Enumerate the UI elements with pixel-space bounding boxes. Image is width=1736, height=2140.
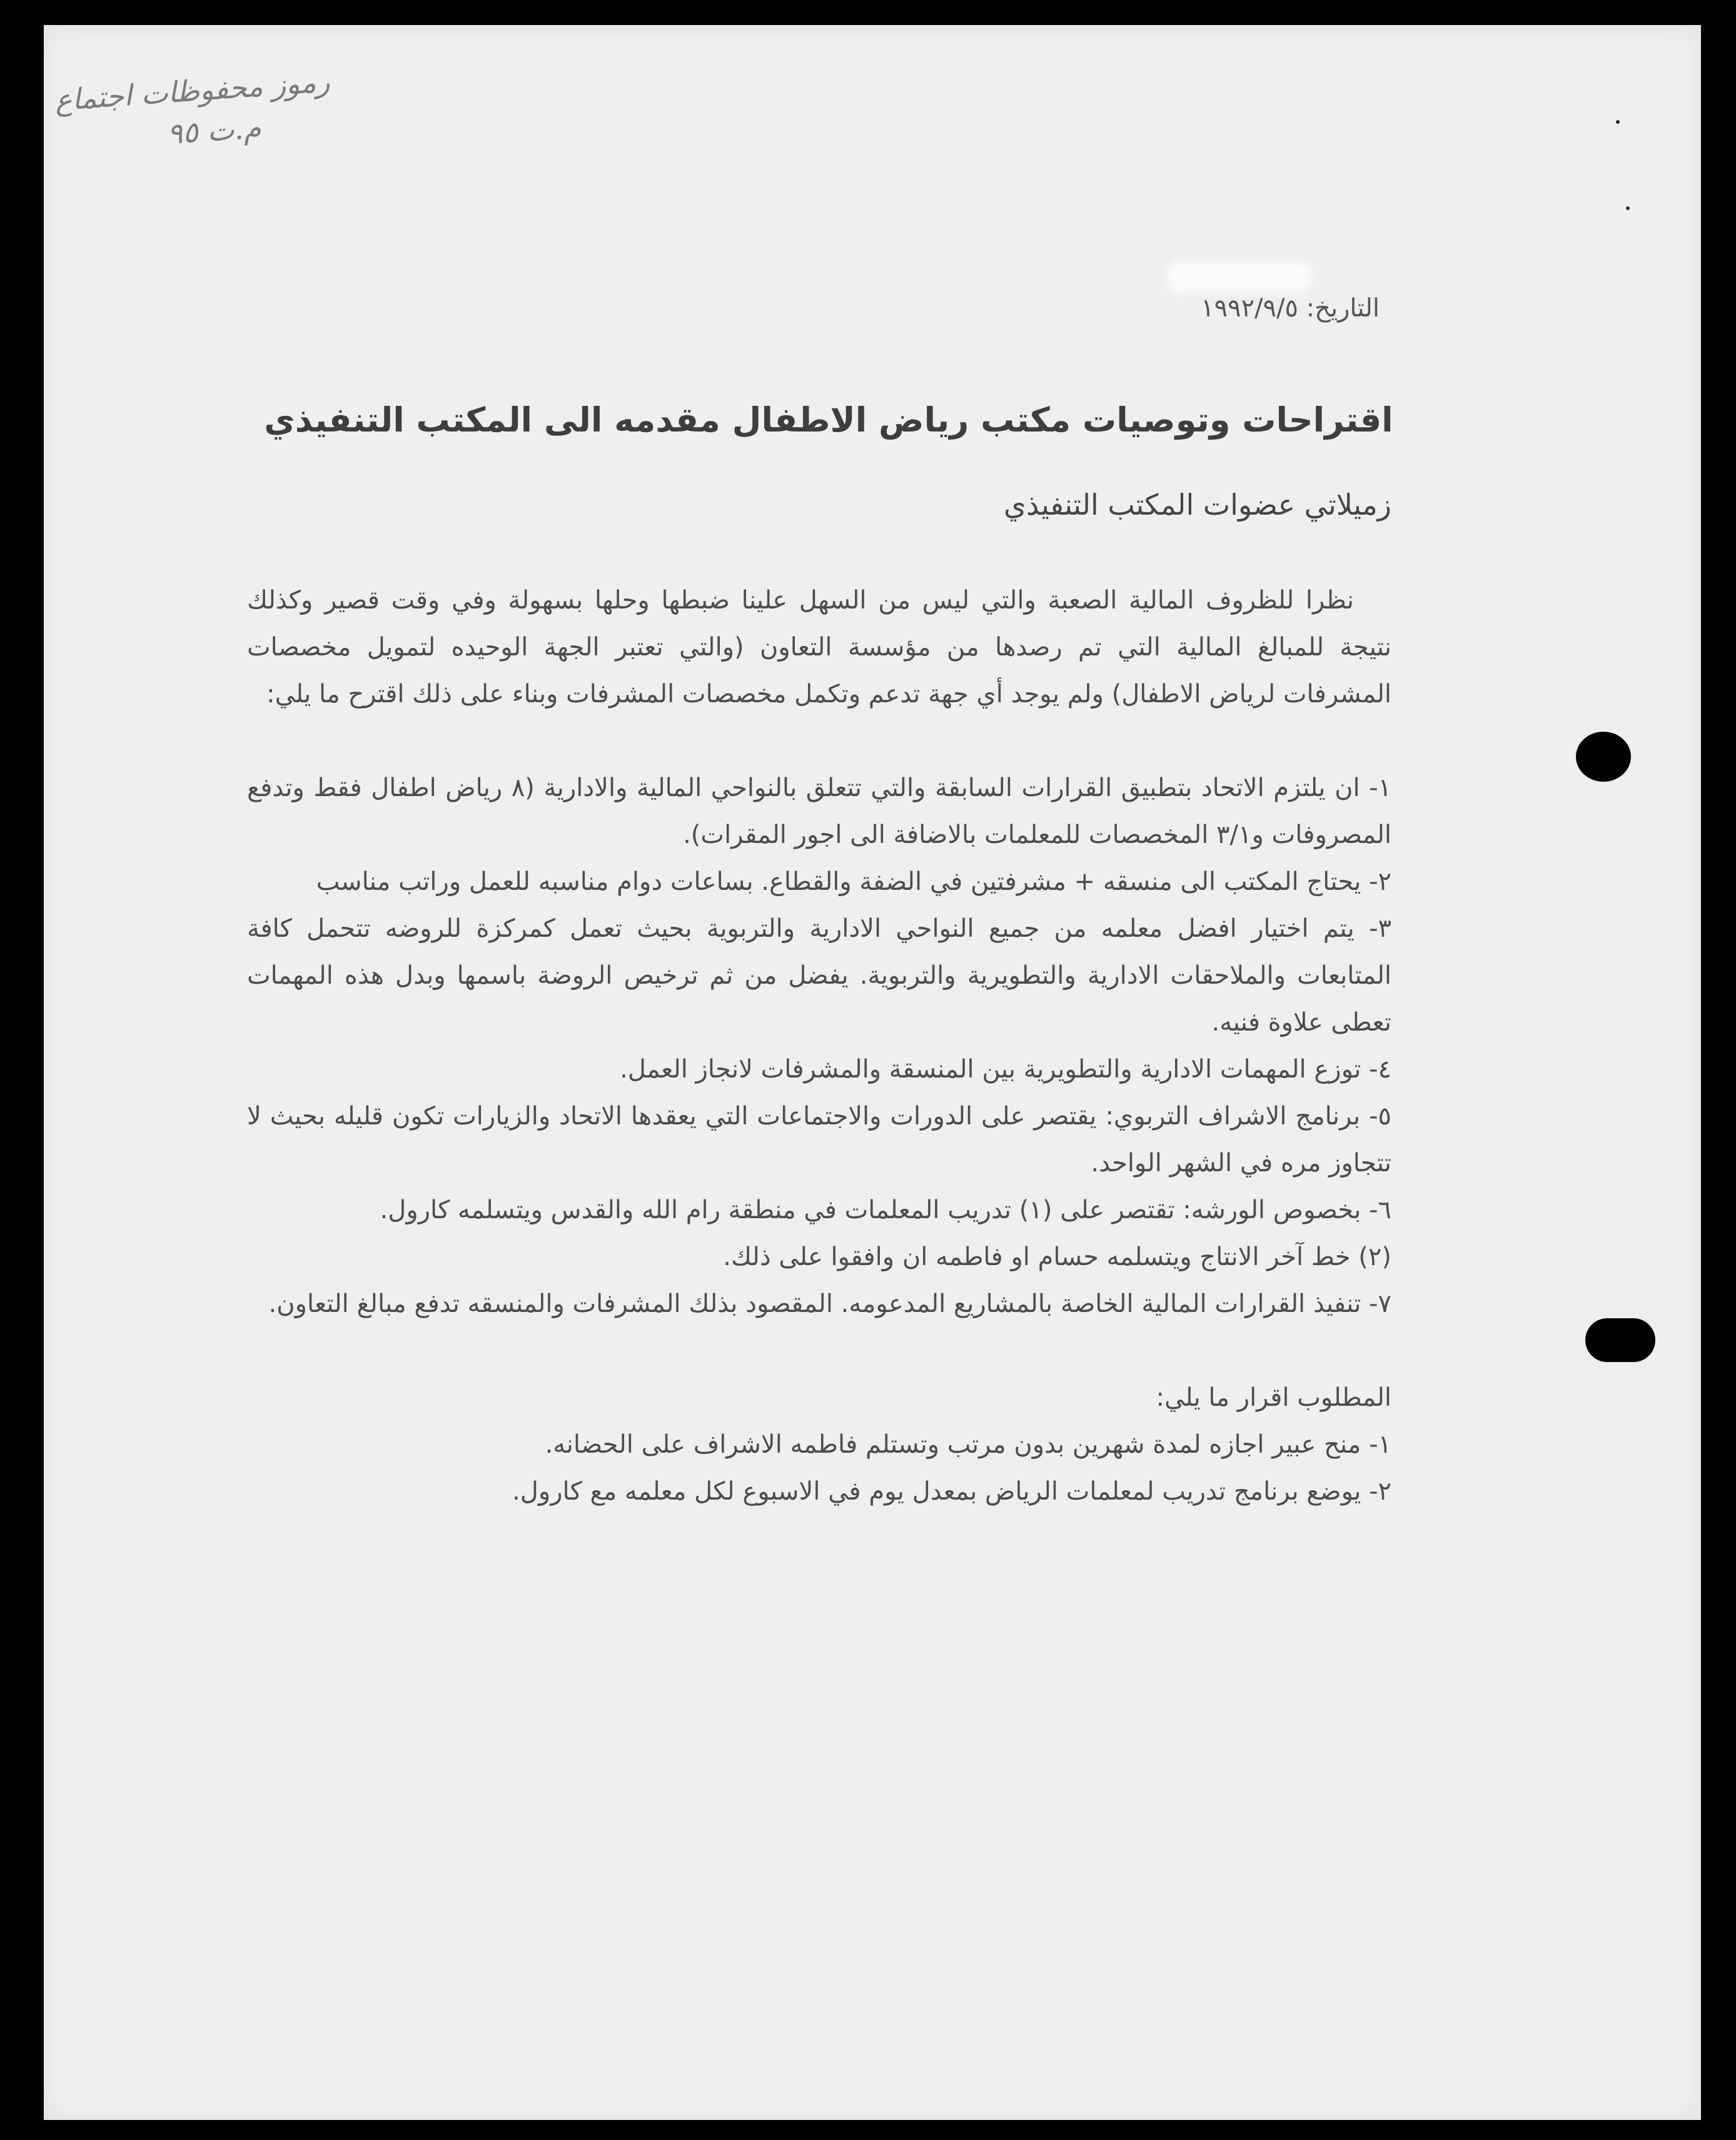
punch-hole	[1576, 732, 1631, 782]
proposal-item-5: ٥- برنامج الاشراف التربوي: يقتصر على الدورات والاجتماعات التي يعقدها الاتحاد والزيارات تكون قليله بحيث لا تتجاوز مره في الشهر الواحد.	[247, 1102, 1391, 1178]
requested-heading: المطلوب اقرار ما يلي:	[1156, 1383, 1391, 1412]
document-body	[247, 482, 1391, 1515]
proposal-item-3: ٣- يتم اختيار افضل معلمه من جميع النواحي الادارية والتربوية بحيث تعمل كمركزة للروضه تتحمل كافة المتابعات والملاحقات الادارية والتطويرية والتربوية. يفضل من ثم ترخيص الروضة باسمها وبدل هذه المهمات تعطى علاوة فنيه.	[247, 914, 1391, 1037]
requested-item-2: ٢- يوضع برنامج تدريب لمعلمات الرياض بمعدل يوم في الاسبوع لكل معلمه مع كارول.	[512, 1477, 1391, 1506]
paper-speck	[1626, 206, 1630, 210]
paper-speck	[1616, 120, 1620, 124]
proposal-item-6: ٦- بخصوص الورشه: تقتصر على (١) تدريب المعلمات في منطقة رام الله والقدس ويتسلمه كارول.	[380, 1196, 1391, 1224]
document-title: اقتراحات وتوصيات مكتب رياض الاطفال مقدمه الى المكتب التنفيذي	[264, 400, 1393, 440]
proposal-item-1: ١- ان يلتزم الاتحاد بتطبيق القرارات السابقة والتي تتعلق بالنواحي المالية والادارية (٨ رياض اطفال فقط وتدفع المصروفات و٣/١ المخصصات للمعلمات بالاضافة الى اجور المقرات).	[247, 774, 1391, 849]
proposal-item-7: ٧- تنفيذ القرارات المالية الخاصة بالمشاريع المدعومه. المقصود بذلك المشرفات والمنسقه تدفع مبالغ التعاون.	[268, 1290, 1391, 1318]
proposal-item-6-continued: (٢) خط آخر الانتاج ويتسلمه حسام او فاطمه ان وافقوا على ذلك.	[723, 1243, 1391, 1271]
punch-hole	[1585, 1318, 1655, 1362]
requested-item-1: ١- منح عبير اجازه لمدة شهرين بدون مرتب وتستلم فاطمه الاشراف على الحضانه.	[545, 1430, 1391, 1459]
document-date: التاريخ: ١٩٩٢/٩/٥	[1201, 294, 1380, 323]
date-highlight	[1167, 261, 1311, 293]
handwritten-note	[53, 61, 334, 159]
intro-paragraph: نظرا للظروف المالية الصعبة والتي ليس من السهل علينا ضبطها وحلها بسهولة وفي وقت قصير وكذلك نتيجة للمبالغ المالية التي تم رصدها من مؤسسة التعاون (والتي تعتبر الجهة الوحيده لتمويل مخصصات المشرفات لرياض الاطفال) ولم يوجد أي جهة تدعم وتكمل مخصصات المشرفات وبناء على ذلك اقترح ما يلي:	[247, 586, 1391, 709]
proposal-item-4: ٤- توزع المهمات الادارية والتطويرية بين المنسقة والمشرفات لانجاز العمل.	[620, 1055, 1391, 1084]
handwritten-note-line-1: رموز محفوظات اجتماع	[53, 64, 331, 118]
proposal-item-2: ٢- يحتاج المكتب الى منسقه + مشرفتين في الضفة والقطاع. بساعات دوام مناسبه للعمل وراتب مناسب	[316, 867, 1391, 896]
section-spacer	[247, 1328, 1391, 1375]
handwritten-note-line-2: م.ت ٩٥	[166, 110, 263, 151]
salutation: زميلاتي عضوات المكتب التنفيذي	[1003, 488, 1391, 522]
